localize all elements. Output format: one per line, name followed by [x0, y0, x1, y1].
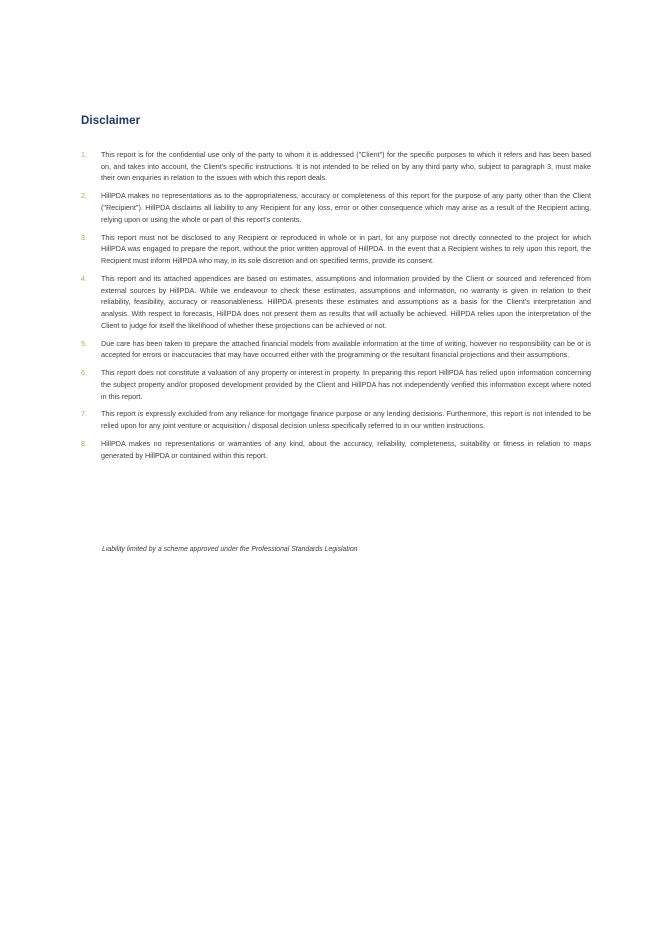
item-number: 5.: [81, 338, 87, 348]
item-number: 6.: [81, 368, 87, 378]
item-number: 7.: [81, 409, 87, 419]
item-text: This report is expressly excluded from any reliance for mortgage finance purpose or any lending decisions. Furthermore, this report is not intended to be relied upon for any joint venture or acquisition / disposal decision unless specifically referred to in our written instructions.: [101, 409, 591, 431]
list-item: [81, 273, 591, 332]
item-text: This report and its attached appendices are based on estimates, assumptions and information provided by the Client or sourced and referenced from external sources by HillPDA. While we endeavour to check these estimates, assumptions and information, no warranty is given in relation to their reliability, feasibility, accuracy or reasonableness. HillPDA presents these estimates and assumptions as a basis for the Client's interpretation and analysis. With respect to forecasts, HillPDA does not present them as results that will actually be achieved. HillPDA relies upon the interpretation of the Client to judge for itself the likelihood of whether these projections can be achieved or not.: [101, 273, 591, 330]
list-item: [81, 149, 591, 184]
disclaimer-list: [81, 149, 591, 468]
list-item: [81, 338, 591, 361]
list-item: [81, 408, 591, 431]
item-text: This report does not constitute a valuation of any property or interest in property. In preparing this report HillPDA has relied upon information concerning the subject property and/or proposed development provided by the Client and HillPDA has not independently verified this information except where noted in this report.: [101, 368, 591, 401]
list-item: [81, 232, 591, 267]
item-number: 1.: [81, 150, 87, 159]
page-title: Disclaimer: [81, 115, 141, 127]
item-text: HillPDA makes no representations as to the appropriateness, accuracy or completeness of this report for the purpose of any party other than the Client ("Recipient"). HillPDA disclaims all liability to any Recipient for any loss, error or other consequence which may arise as a result of the Recipient acting, relying upon or using the whole or part of this report's contents.: [101, 191, 591, 224]
item-number: 3.: [81, 232, 87, 242]
item-text: This report must not be disclosed to any Recipient or reproduced in whole or in part, for any purpose not directly connected to the project for which HillPDA was engaged to prepare the report, without the prior written approval of HillPDA. In the event that a Recipient wishes to rely upon this report, the Recipient must inform HillPDA who may, in its sole discretion and on specified terms, provide its consent.: [101, 232, 591, 265]
item-text: This report is for the confidential use only of the party to whom it is addressed ("Client") for the specific purposes to which it refers and has been based on, and takes into account, the Client's specific instructions. It is not intended to be relied on by any third party who, subject to paragraph 3, must make their own enquiries in relation to the issues with which this report deals.: [101, 150, 591, 183]
item-number: 4.: [81, 273, 87, 283]
list-item: [81, 190, 591, 225]
list-item: [81, 367, 591, 402]
item-number: 8.: [81, 439, 87, 449]
item-text: HillPDA makes no representations or warranties of any kind, about the accuracy, reliability, completeness, suitability or fitness in relation to maps generated by HillPDA or contained within this report.: [101, 439, 591, 460]
liability-footnote: Liability limited by a scheme approved under the Professional Standards Legislation: [102, 546, 358, 553]
item-number: 2.: [81, 191, 87, 201]
item-text: Due care has been taken to prepare the attached financial models from available information at the time of writing, however no responsibility can be or is accepted for errors or inaccuracies that may have occurred either with the programming or the resultant financial projections and their assumptions.: [101, 338, 591, 360]
list-item: [81, 438, 591, 461]
